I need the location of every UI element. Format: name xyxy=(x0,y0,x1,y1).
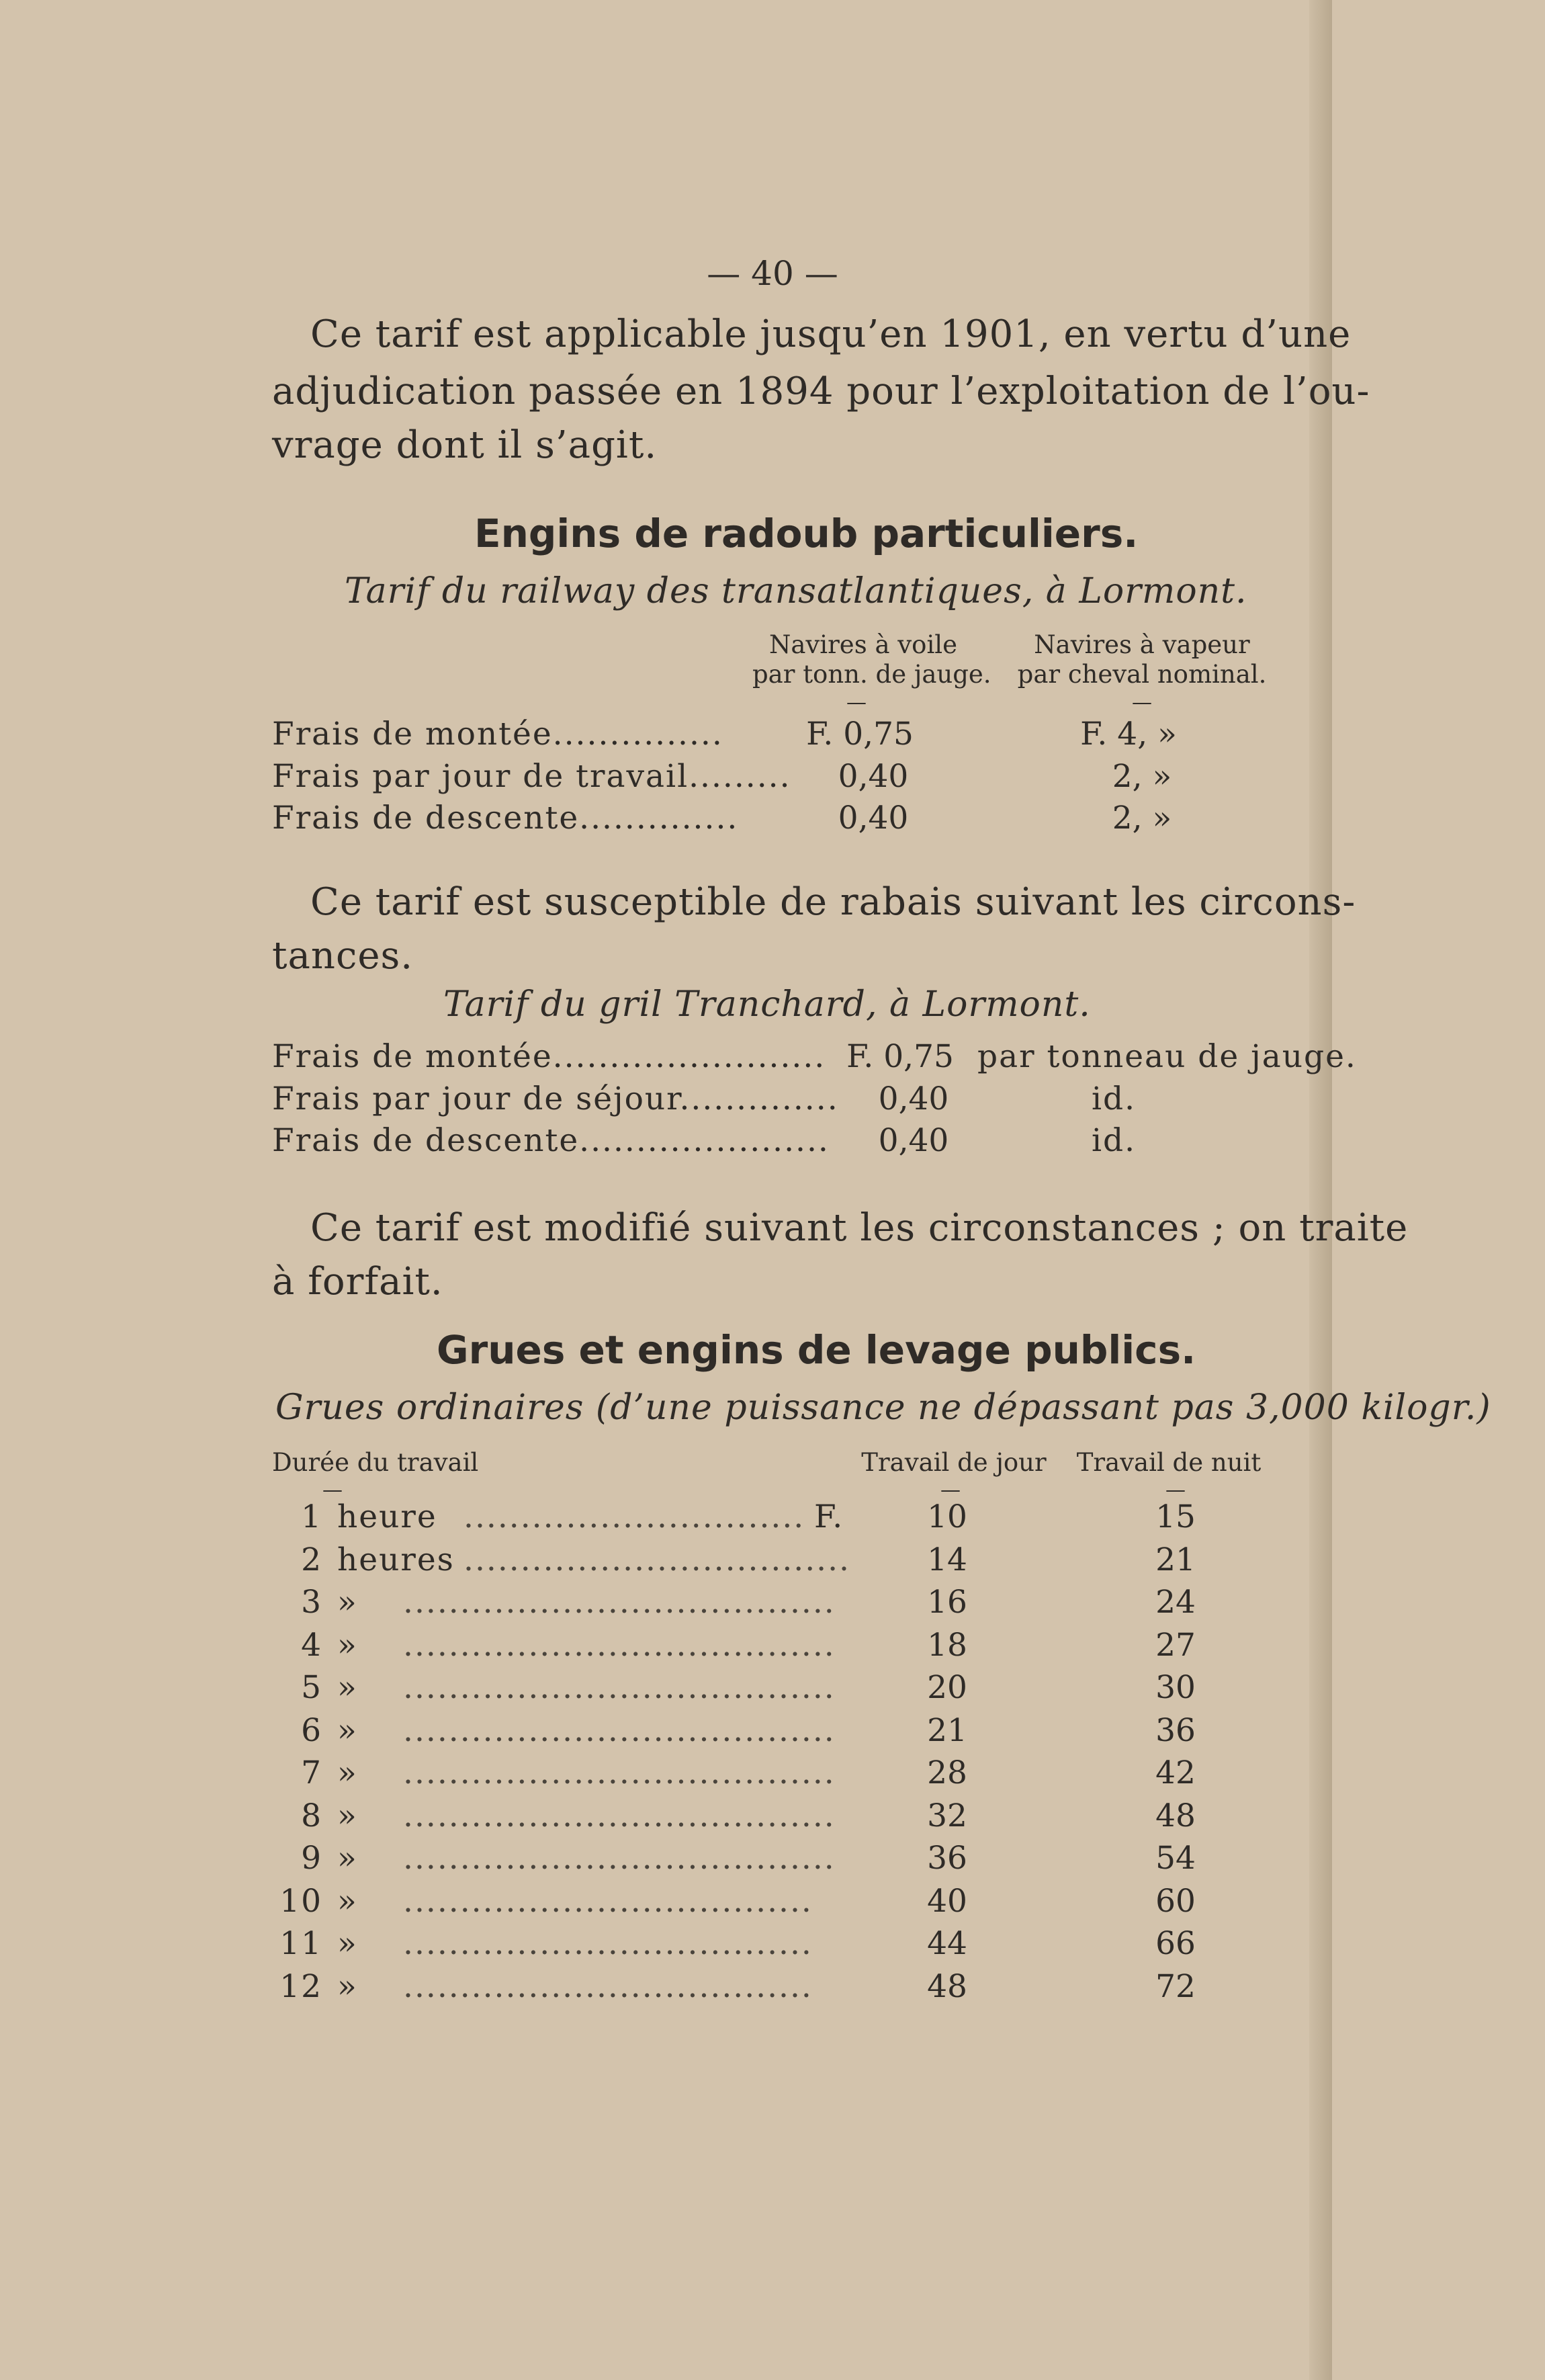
grues-row-dots: ...................................... xyxy=(403,1712,836,1749)
grues-row-unit: » xyxy=(337,1925,358,1962)
grues-row-night: 66 xyxy=(1155,1925,1196,1962)
grues-col-day-header: Travail de jour xyxy=(861,1448,1047,1477)
grues-row-dots: .................................. xyxy=(464,1541,850,1578)
railway-tariff-title: Tarif du railway des transatlantiques, à Lormont. xyxy=(345,571,1247,611)
railway-row-value-sail: 0,40 xyxy=(838,800,909,837)
railway-row-value-sail: 0,40 xyxy=(838,758,909,795)
grues-row-dots: ...................................... xyxy=(403,1797,836,1834)
grues-col-duration-dash: — xyxy=(322,1478,343,1502)
railway-row-label: Frais de descente.............. xyxy=(272,800,739,837)
gril-row-label: Frais par jour de séjour.............. xyxy=(272,1080,839,1117)
gril-row-unit: par tonneau de jauge. xyxy=(977,1038,1357,1075)
gril-tariff-title: Tarif du gril Tranchard, à Lormont. xyxy=(443,984,1091,1025)
grues-row-night: 21 xyxy=(1155,1541,1196,1578)
grues-row-night: 24 xyxy=(1155,1584,1196,1621)
grues-row-dots: .................................... xyxy=(403,1883,813,1920)
forfait-line-2: à forfait. xyxy=(272,1260,443,1304)
grues-row-night: 30 xyxy=(1155,1669,1196,1706)
railway-col-steam-header: Navires à vapeur par cheval nominal. xyxy=(1017,630,1267,689)
grues-row-night: 36 xyxy=(1155,1712,1196,1749)
page-edge xyxy=(1309,0,1332,2380)
grues-row-unit: » xyxy=(337,1627,358,1664)
grues-row-hours: 10 xyxy=(279,1883,322,1920)
grues-row-hours: 8 xyxy=(301,1797,322,1834)
section-heading-grues: Grues et engins de levage publics. xyxy=(437,1327,1196,1373)
grues-row-day: 14 xyxy=(927,1541,967,1578)
grues-row-day: 16 xyxy=(927,1584,967,1621)
grues-row-unit: » xyxy=(337,1968,358,2005)
rabais-line-1: Ce tarif est susceptible de rabais suivant les circons- xyxy=(310,880,1356,924)
railway-row-label: Frais par jour de travail......... xyxy=(272,758,791,795)
grues-col-duration-header: Durée du travail xyxy=(272,1448,479,1477)
grues-row-dots: .................................... xyxy=(403,1925,813,1962)
intro-line-3: vrage dont il s’agit. xyxy=(272,423,658,467)
grues-row-dots: ...................................... xyxy=(403,1669,836,1706)
page-number: — 40 — xyxy=(707,254,838,293)
railway-row-label: Frais de montée............... xyxy=(272,716,723,753)
railway-row-value-steam: 2, » xyxy=(1112,758,1172,795)
grues-row-hours: 4 xyxy=(301,1627,322,1664)
gril-row-unit: id. xyxy=(1092,1122,1137,1159)
grues-row-unit: heures xyxy=(337,1541,455,1578)
grues-row-hours: 6 xyxy=(301,1712,322,1749)
grues-row-night: 54 xyxy=(1155,1840,1196,1877)
grues-row-hours: 3 xyxy=(301,1584,322,1621)
grues-row-day: 28 xyxy=(927,1754,967,1791)
grues-col-night-header: Travail de nuit xyxy=(1076,1448,1262,1477)
grues-row-dots: ...................................... xyxy=(403,1627,836,1664)
grues-row-day: 40 xyxy=(927,1883,967,1920)
grues-row-unit: » xyxy=(337,1669,358,1706)
grues-row-hours: 12 xyxy=(279,1968,322,2005)
grues-row-night: 42 xyxy=(1155,1754,1196,1791)
grues-row-day: 44 xyxy=(927,1925,967,1962)
grues-row-dots: ...................................... xyxy=(403,1584,836,1621)
grues-row-hours: 11 xyxy=(279,1925,322,1962)
grues-row-hours: 1 xyxy=(301,1498,322,1535)
grues-row-day: 18 xyxy=(927,1627,967,1664)
grues-row-dots: .................................... xyxy=(403,1968,813,2005)
grues-col-night-dash: — xyxy=(1165,1478,1186,1502)
grues-subtitle: Grues ordinaires (d’une puissance ne dépassant pas 3,000 kilogr.) xyxy=(275,1388,1491,1428)
section-heading-radoub: Engins de radoub particuliers. xyxy=(474,511,1139,556)
grues-row-day: 48 xyxy=(927,1968,967,2005)
railway-col-sail-header: Navires à voile par tonn. de jauge. xyxy=(752,630,991,689)
railway-col-steam-dash: — xyxy=(1132,691,1152,714)
intro-line-2: adjudication passée en 1894 pour l’exploitation de l’ou- xyxy=(272,370,1370,413)
grues-row-day: 10 xyxy=(927,1498,967,1535)
railway-row-value-steam: 2, » xyxy=(1112,800,1172,837)
grues-row-unit: » xyxy=(337,1797,358,1834)
grues-row-day: 21 xyxy=(927,1712,967,1749)
railway-col-sail-dash: — xyxy=(846,691,867,714)
grues-row-dots: .............................. xyxy=(464,1498,805,1535)
grues-row-unit: » xyxy=(337,1840,358,1877)
gril-row-label: Frais de montée........................ xyxy=(272,1038,826,1075)
grues-row-day: 20 xyxy=(927,1669,967,1706)
intro-line-1: Ce tarif est applicable jusqu’en 1901, en vertu d’une xyxy=(310,312,1352,356)
gril-row-label: Frais de descente...................... xyxy=(272,1122,830,1159)
grues-currency: F. xyxy=(814,1498,844,1535)
grues-row-unit: » xyxy=(337,1754,358,1791)
gril-row-value: 0,40 xyxy=(878,1122,949,1159)
grues-row-unit: heure xyxy=(337,1498,437,1535)
grues-col-day-dash: — xyxy=(940,1478,961,1502)
rabais-line-2: tances. xyxy=(272,934,413,978)
grues-row-dots: ...................................... xyxy=(403,1754,836,1791)
grues-row-night: 15 xyxy=(1155,1498,1196,1535)
grues-row-unit: » xyxy=(337,1712,358,1749)
grues-row-dots: ...................................... xyxy=(403,1840,836,1877)
grues-row-day: 36 xyxy=(927,1840,967,1877)
railway-row-value-sail: F. 0,75 xyxy=(806,716,914,753)
grues-row-hours: 5 xyxy=(301,1669,322,1706)
gril-row-value: F. 0,75 xyxy=(846,1038,954,1075)
grues-row-night: 48 xyxy=(1155,1797,1196,1834)
grues-row-night: 60 xyxy=(1155,1883,1196,1920)
grues-row-hours: 9 xyxy=(301,1840,322,1877)
grues-row-day: 32 xyxy=(927,1797,967,1834)
grues-row-night: 27 xyxy=(1155,1627,1196,1664)
railway-row-value-steam: F. 4, » xyxy=(1080,716,1177,753)
grues-row-hours: 2 xyxy=(301,1541,322,1578)
gril-row-value: 0,40 xyxy=(878,1080,949,1117)
grues-row-unit: » xyxy=(337,1584,358,1621)
grues-row-unit: » xyxy=(337,1883,358,1920)
grues-row-night: 72 xyxy=(1155,1968,1196,2005)
grues-row-hours: 7 xyxy=(301,1754,322,1791)
gril-row-unit: id. xyxy=(1092,1080,1137,1117)
forfait-line-1: Ce tarif est modifié suivant les circonstances ; on traite xyxy=(310,1206,1409,1250)
